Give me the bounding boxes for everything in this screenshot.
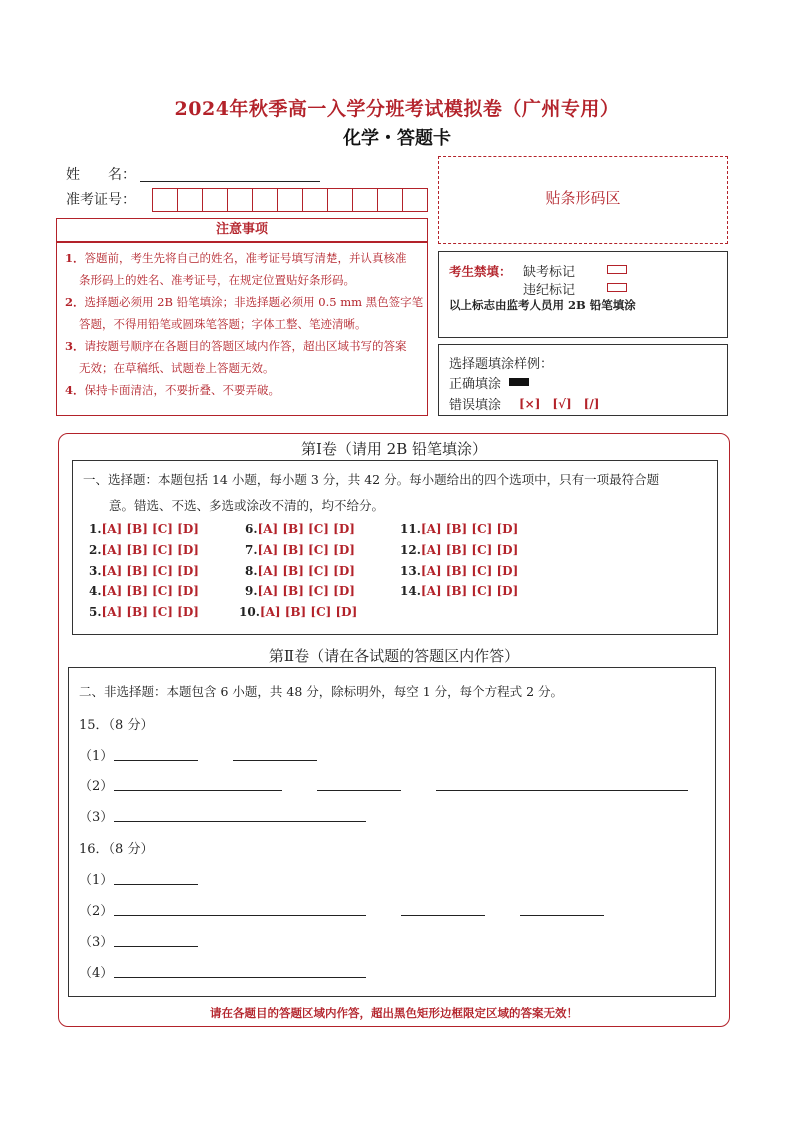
question-1[interactable]: 1.[A] [B] [C] [D] [89, 522, 199, 536]
question-4[interactable]: 4.[A] [B] [C] [D] [89, 584, 199, 598]
part2-instruction: 二、非选择题：本题包含 6 小题，共 48 分，除标明外，每空 1 分，每个方程式 2 分。 [79, 684, 564, 699]
answer-blank[interactable] [114, 915, 366, 916]
question-9[interactable]: 9.[A] [B] [C] [D] [245, 584, 355, 598]
part1-instruction: 一、选择题：本题包括 14 小题，每小题 3 分，共 42 分。每小题给出的四个选项中，只有一项最符合题 [83, 472, 660, 487]
violation-mark[interactable] [607, 283, 627, 292]
question-14[interactable]: 14.[A] [B] [C] [D] [400, 584, 519, 598]
notice-item: 4．保持卡面清洁，不要折叠、不要弄破。 [65, 383, 281, 397]
part1-title: 第Ⅰ卷（请用 2B 铅笔填涂） [300, 440, 488, 458]
q16-part-label: （4） [79, 966, 114, 981]
notice-item: 答题，不得用铅笔或圆珠笔答题；字体工整、笔迹清晰。 [79, 317, 367, 331]
fill-example-title: 选择题填涂样例： [449, 357, 554, 372]
notice-item: 3．请按题号顺序在各题目的答题区域内作答，超出区域书写的答案 [65, 339, 407, 353]
question-8[interactable]: 8.[A] [B] [C] [D] [245, 564, 355, 578]
correct-fill-sample [509, 378, 529, 386]
exam-marks-label: 考生禁填： [449, 264, 512, 279]
answer-blank[interactable] [114, 977, 366, 978]
id-label: 准考证号： [66, 192, 136, 208]
notice-item: 无效；在草稿纸、试题卷上答题无效。 [79, 361, 275, 375]
page-title: 2024年秋季高一入学分班考试模拟卷（广州专用） [174, 98, 620, 120]
question-10[interactable]: 10.[A] [B] [C] [D] [239, 605, 358, 619]
question-2[interactable]: 2.[A] [B] [C] [D] [89, 543, 199, 557]
notice-title: 注意事项 [215, 222, 268, 237]
q15-part-label: （1） [79, 749, 114, 764]
question-3[interactable]: 3.[A] [B] [C] [D] [89, 564, 199, 578]
answer-blank[interactable] [114, 946, 198, 947]
part1-box [72, 460, 718, 635]
part2-title: 第Ⅱ卷（请在各试题的答题区内作答） [268, 647, 520, 665]
absent-mark[interactable] [607, 265, 627, 274]
answer-blank[interactable] [114, 821, 366, 822]
violation-label: 违纪标记 [523, 283, 576, 298]
wrong-fill-label: 错误填涂 [449, 398, 502, 413]
id-number-boxes[interactable] [152, 188, 428, 212]
q16-part-label: （2） [79, 904, 114, 919]
question-5[interactable]: 5.[A] [B] [C] [D] [89, 605, 199, 619]
notice-item: 条形码上的姓名、准考证号，在规定位置贴好条形码。 [79, 273, 355, 287]
part1-instruction-cont: 意。错选、不选、多选或涂改不清的，均不给分。 [109, 498, 385, 513]
answer-blank[interactable] [114, 760, 198, 761]
answer-blank[interactable] [436, 790, 688, 791]
barcode-area [438, 156, 728, 244]
q16-label: 16．（8 分） [79, 842, 154, 857]
notice-header [56, 218, 428, 242]
part2-box [68, 667, 716, 997]
question-13[interactable]: 13.[A] [B] [C] [D] [400, 564, 519, 578]
fill-example-box [438, 344, 728, 416]
name-label: 姓 名： [66, 167, 136, 183]
exam-marks-box [438, 251, 728, 338]
wrong-fill-sample: [×] [√] [/] [519, 397, 600, 411]
q16-part-label: （3） [79, 935, 114, 950]
answer-blank[interactable] [401, 915, 485, 916]
question-7[interactable]: 7.[A] [B] [C] [D] [245, 543, 355, 557]
notice-item: 2．选择题必须用 2B 铅笔填涂；非选择题必须用 0.5 mm 黑色签字笔 [65, 295, 424, 309]
question-6[interactable]: 6.[A] [B] [C] [D] [245, 522, 355, 536]
answer-blank[interactable] [520, 915, 604, 916]
exam-marks-note: 以上标志由监考人员用 2B 铅笔填涂 [449, 298, 636, 312]
answer-blank[interactable] [114, 884, 198, 885]
answer-blank[interactable] [317, 790, 401, 791]
answer-blank[interactable] [114, 790, 282, 791]
q15-label: 15．（8 分） [79, 718, 154, 733]
absent-label: 缺考标记 [523, 265, 576, 280]
footer-warning: 请在各题目的答题区域内作答，超出黑色矩形边框限定区域的答案无效！ [210, 1006, 578, 1020]
q16-part-label: （1） [79, 873, 114, 888]
notice-item: 1．答题前，考生先将自己的姓名，准考证号填写清楚，并认真核准 [65, 251, 407, 265]
name-field[interactable] [140, 181, 320, 182]
notice-body [56, 242, 428, 416]
barcode-label: 贴条形码区 [545, 189, 621, 207]
answer-blank[interactable] [233, 760, 317, 761]
page-subtitle: 化学・答题卡 [343, 128, 451, 149]
correct-fill-label: 正确填涂 [449, 377, 502, 392]
q15-part-label: （2） [79, 779, 114, 794]
question-11[interactable]: 11.[A] [B] [C] [D] [400, 522, 519, 536]
q15-part-label: （3） [79, 810, 114, 825]
question-12[interactable]: 12.[A] [B] [C] [D] [400, 543, 519, 557]
